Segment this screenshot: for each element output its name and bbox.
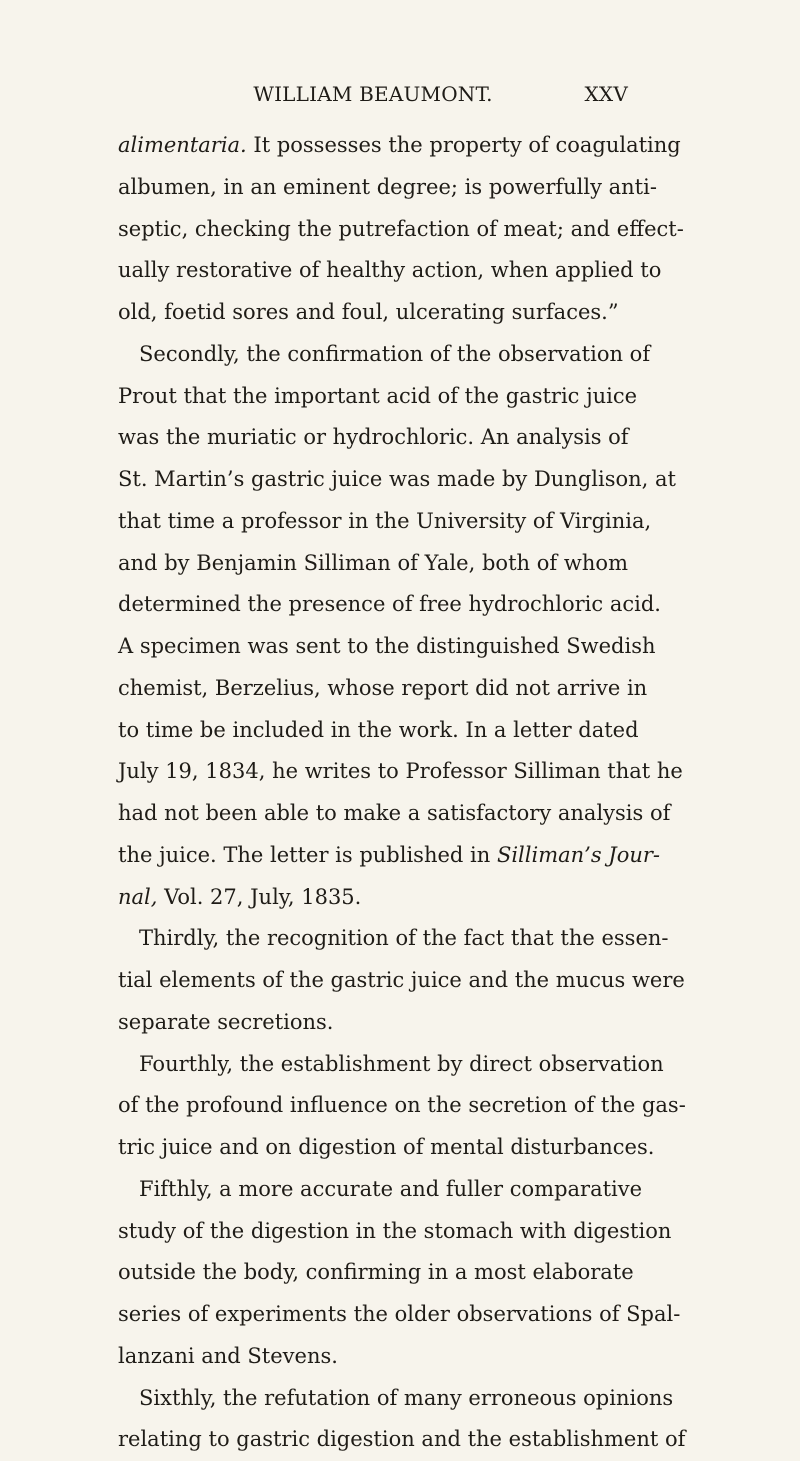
text-line — [118, 1252, 634, 1294]
text-segment: Prout that the important acid of the gastric juice — [118, 383, 638, 408]
text-segment: relating to gastric digestion and the establishment of — [118, 1427, 686, 1452]
text-line — [118, 1085, 686, 1127]
text-segment: tial elements of the gastric juice and the mucus were — [118, 968, 685, 992]
page-number: XXV — [584, 82, 628, 106]
text-line — [118, 1336, 628, 1378]
text-segment: tric juice and on digestion of mental disturbances. — [118, 1135, 655, 1159]
text-segment: of the profound influence on the secretion of the gas- — [118, 1093, 686, 1118]
text-line — [118, 209, 684, 251]
text-segment: and by Benjamin Silliman of Yale, both of whom — [118, 550, 628, 575]
text-segment: albumen, in an eminent degree; is powerfully anti- — [118, 174, 657, 199]
text-line — [118, 459, 676, 501]
text-line — [118, 960, 685, 1002]
text-line — [118, 1419, 686, 1461]
text-line — [118, 1127, 655, 1169]
italic-text: nal, — [118, 884, 158, 909]
text-segment: Sixthly, the refutation of many erroneous opinions — [139, 1385, 674, 1410]
text-line — [118, 877, 628, 919]
running-head-title: WILLIAM BEAUMONT. — [253, 82, 493, 106]
text-segment: determined the presence of free hydrochloric acid. — [118, 592, 661, 617]
text-line — [118, 250, 662, 292]
text-line — [118, 376, 638, 418]
text-line — [118, 292, 628, 334]
text-line — [118, 417, 628, 459]
text-segment: Fourthly, the establishment by direct observation — [139, 1051, 664, 1076]
italic-text: alimentaria. — [118, 133, 247, 157]
text-line — [118, 543, 628, 585]
text-line — [118, 710, 639, 752]
text-line — [118, 125, 681, 167]
running-head — [118, 80, 628, 108]
text-segment: Vol. 27, July, 1835. — [157, 884, 362, 909]
text-segment: to time be included in the work. In a letter dated — [118, 717, 639, 742]
text-line — [118, 1211, 672, 1253]
text-line — [118, 334, 651, 376]
text-segment: ually restorative of healthy action, when applied to — [118, 258, 662, 283]
text-segment: Fifthly, a more accurate and fuller comparative — [139, 1176, 643, 1201]
text-line — [118, 1044, 664, 1086]
text-segment: July 19, 1834, he writes to Professor Silliman that he — [118, 759, 683, 784]
text-segment: was the muriatic or hydrochloric. An analysis of — [118, 425, 629, 450]
text-segment: the juice. The letter is published in — [118, 842, 497, 867]
text-segment: that time a professor in the University of Virginia, — [118, 508, 652, 533]
text-line — [118, 1169, 643, 1211]
text-line — [118, 918, 669, 960]
text-segment: St. Martin’s gastric juice was made by Dunglison, at — [118, 467, 676, 491]
text-segment: separate secretions. — [118, 1009, 334, 1034]
text-line — [118, 584, 661, 626]
text-line — [118, 1294, 681, 1336]
text-line — [118, 835, 660, 877]
text-segment: study of the digestion in the stomach with digestion — [118, 1218, 672, 1243]
text-segment: lanzani and Stevens. — [118, 1343, 338, 1368]
text-segment: had not been able to make a satisfactory analysis of — [118, 801, 671, 825]
text-line — [118, 1002, 628, 1044]
text-segment: Thirdly, the recognition of the fact that the essen- — [139, 926, 669, 951]
text-segment: series of experiments the older observations of Spal- — [118, 1302, 681, 1326]
body-text — [118, 125, 686, 1461]
text-line — [118, 501, 652, 543]
text-segment: A specimen was sent to the distinguished Swedish — [118, 634, 656, 658]
text-line — [118, 167, 657, 209]
text-line — [118, 793, 671, 835]
text-segment: septic, checking the putrefaction of meat; and effect- — [118, 216, 684, 241]
text-line — [118, 668, 648, 710]
text-segment: chemist, Berzelius, whose report did not arrive in — [118, 675, 648, 700]
text-segment: It possesses the property of coagulating — [246, 133, 681, 157]
text-segment: outside the body, confirming in a most elaborate — [118, 1260, 634, 1285]
text-segment: old, foetid sores and foul, ulcerating surfaces.” — [118, 300, 619, 324]
text-line — [118, 751, 683, 793]
text-line — [118, 626, 656, 668]
text-line — [118, 1378, 674, 1420]
italic-text: Silliman’s Jour- — [496, 842, 660, 867]
text-segment: Secondly, the confirmation of the observation of — [139, 341, 651, 366]
